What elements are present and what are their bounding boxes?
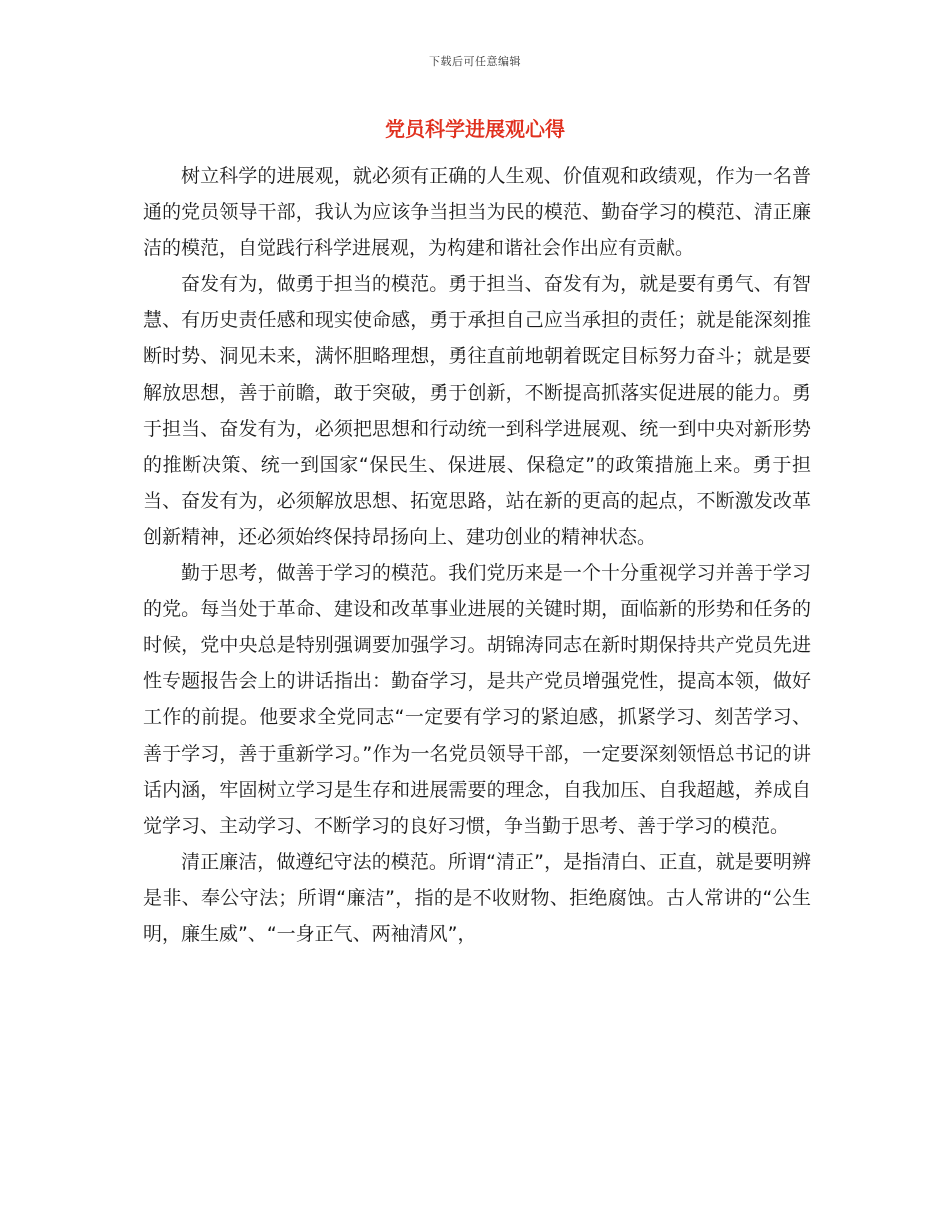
page-header: 下载后可任意编辑 [429,55,521,68]
document-body [143,158,811,952]
paragraph-integrity: 清正廉洁，做遵纪守法的模范。所谓“清正”，是指清白、正直，就是要明辨是非、奉公守法；所谓“廉洁”，指的是不收财物、拒绝腐蚀。古人常讲的“公生明，廉生威”、“一身正气、两袖清风”， [143,850,811,945]
paragraph-responsibility: 奋发有为，做勇于担当的模范。勇于担当、奋发有为，就是要有勇气、有智慧、有历史责任感和现实使命感，勇于承担自己应当承担的责任；就是能深刻推断时势、洞见未来，满怀胆略理想，勇往直前地朝着既定目标努力奋斗；就是要解放思想，善于前瞻，敢于突破，勇于创新，不断提高抓落实促进展的能力。勇于担当、奋发有为，必须把思想和行动统一到科学进展观、统一到中央对新形势的推断决策、统一到国家“保民生、保进展、保稳定”的政策措施上来。勇于担当、奋发有为，必须解放思想、拓宽思路，站在新的更高的起点，不断激发改革创新精神，还必须始终保持昂扬向上、建功创业的精神状态。 [143,273,811,548]
paragraph-study: 勤于思考，做善于学习的模范。我们党历来是一个十分重视学习并善于学习的党。每当处于革命、建设和改革事业进展的关键时期，面临新的形势和任务的时候，党中央总是特别强调要加强学习。胡锦涛同志在新时期保持共产党员先进性专题报告会上的讲话指出：勤奋学习，是共产党员增强党性，提高本领，做好工作的前提。他要求全党同志“一定要有学习的紧迫感，抓紧学习、刻苦学习、善于学习，善于重新学习。”作为一名党员领导干部，一定要深刻领悟总书记的讲话内涵，牢固树立学习是生存和进展需要的理念，自我加压、自我超越，养成自觉学习、主动学习、不断学习的良好习惯，争当勤于思考、善于学习的模范。 [143,562,811,837]
paragraph-intro: 树立科学的进展观，就必须有正确的人生观、价值观和政绩观，作为一名普通的党员领导干部，我认为应该争当担当为民的模范、勤奋学习的模范、清正廉洁的模范，自觉践行科学进展观，为构建和谐社会作出应有贡献。 [143,165,811,260]
document-title: 党员科学进展观心得 [385,117,565,141]
